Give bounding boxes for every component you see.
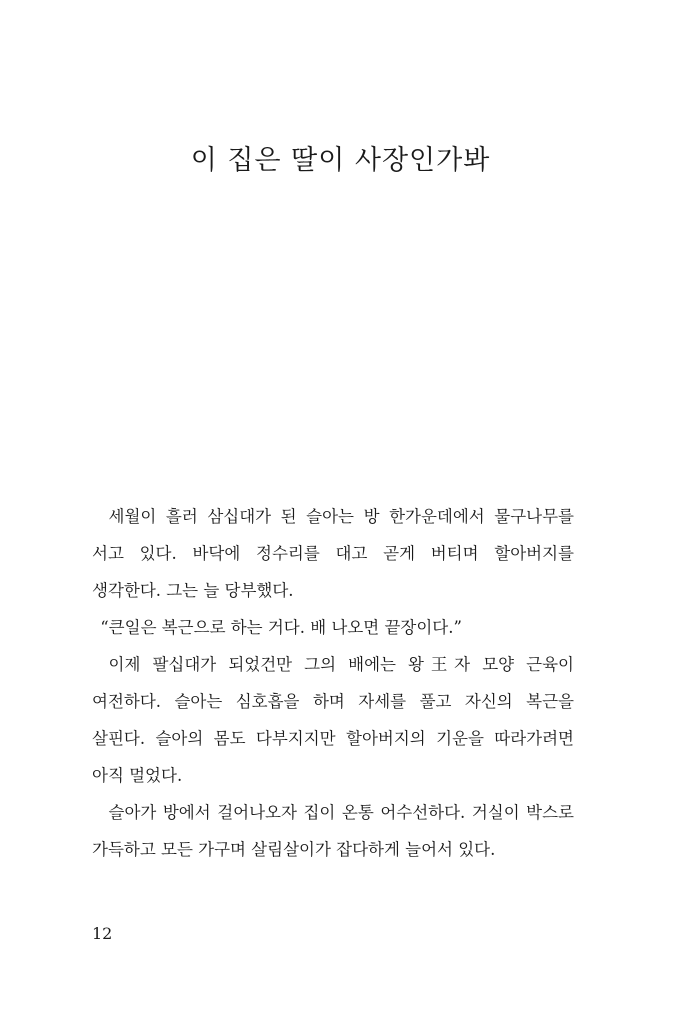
paragraph: 슬아가 방에서 걸어나오자 집이 온통 어수선하다. 거실이 박스로 가득하고 모든 가구며 살림살이가 잡다하게 늘어서 있다. (92, 803, 574, 859)
paragraph-quote: “큰일은 복근으로 하는 거다. 배 나오면 끝장이다.” (100, 618, 462, 637)
body-text (92, 498, 574, 868)
paragraph: 이제 팔십대가 되었건만 그의 배에는 왕王자 모양 근육이 여전하다. 슬아는 심호흡을 하며 자세를 풀고 자신의 복근을 살핀다. 슬아의 몸도 다부지지만 할아버지의 기운을 따라가려면 아직 멀었다. (92, 655, 574, 785)
page-number: 12 (92, 924, 113, 943)
paragraph: 세월이 흘러 삼십대가 된 슬아는 방 한가운데에서 물구나무를 서고 있다. 바닥에 정수리를 대고 곧게 버티며 할아버지를 생각한다. 그는 늘 당부했다. (92, 507, 574, 600)
chapter-title: 이 집은 딸이 사장인가봐 (190, 145, 491, 176)
